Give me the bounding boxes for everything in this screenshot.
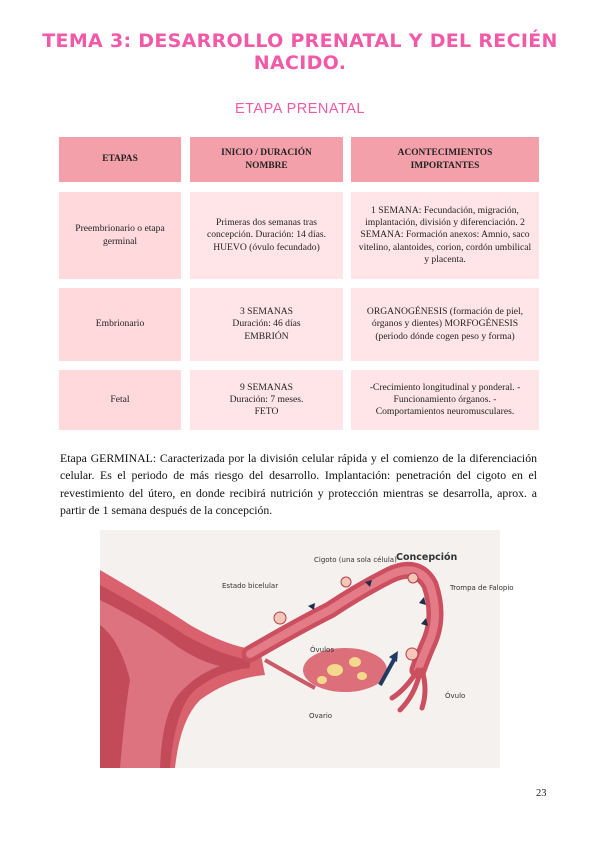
label-estado-bicelular: Estado bicelular — [222, 582, 279, 590]
section-subtitle: ETAPA PRENATAL — [234, 101, 366, 117]
germinal-paragraph: Etapa GERMINAL: Caracterizada por la división celular rápida y el comienzo de la diferenciación celular. Es el periodo de más riesgo del desarrollo. Implantación: penetración del cigoto en el revestimiento del útero, en donde recibirá nutrición y protección mientras se desarrolla, aprox. a partir de 1 semana después de la concepción. — [60, 451, 537, 518]
label-ovulos: Óvulos — [310, 646, 334, 654]
table-header-etapas: ETAPAS — [59, 137, 181, 182]
label-concepcion: Concepción — [396, 552, 458, 563]
uterus-diagram — [100, 530, 514, 768]
table-header-inicio: INICIO / DURACIÓN NOMBRE — [190, 137, 343, 182]
table-cell-etapa: Preembrionario o etapa germinal — [59, 192, 181, 279]
page-title: TEMA 3: DESARROLLO PRENATAL Y DEL RECIÉN NACIDO. — [42, 30, 558, 74]
page-number: 23 — [536, 788, 547, 799]
table-cell-etapa: Embrionario — [59, 288, 181, 361]
table-cell-inicio: 9 SEMANAS Duración: 7 meses. FETO — [190, 370, 343, 430]
label-ovulo: Óvulo — [445, 692, 466, 700]
table-cell-etapa: Fetal — [59, 370, 181, 430]
label-trompa: Trompa de Falopio — [450, 584, 514, 592]
table-cell-inicio: Primeras dos semanas tras concepción. Duración: 14 días. HUEVO (óvulo fecundado) — [190, 192, 343, 279]
conception-illustration — [100, 530, 514, 768]
table-cell-acontecimientos: 1 SEMANA: Fecundación, migración, implantación, división y diferenciación. 2 SEMANA: Formación anexos: Amnio, saco vitelino, alantoides, corion, cordón umbilical y placenta. — [351, 192, 539, 279]
table-cell-inicio: 3 SEMANAS Duración: 46 días EMBRIÓN — [190, 288, 343, 361]
label-cigoto: Cigoto (una sola célula) — [314, 556, 397, 564]
table-cell-acontecimientos: -Crecimiento longitudinal y ponderal. -Funcionamiento órganos. -Comportamientos neuromusculares. — [351, 370, 539, 430]
label-ovario: Ovario — [309, 712, 333, 720]
ovary-shape — [303, 648, 387, 692]
table-cell-acontecimientos: ORGANOGÉNESIS (formación de piel, órganos y dientes) MORFOGÉNESIS (periodo dónde cogen peso y forma) — [351, 288, 539, 361]
table-header-acontecimientos: ACONTECIMIENTOS IMPORTANTES — [351, 137, 539, 182]
